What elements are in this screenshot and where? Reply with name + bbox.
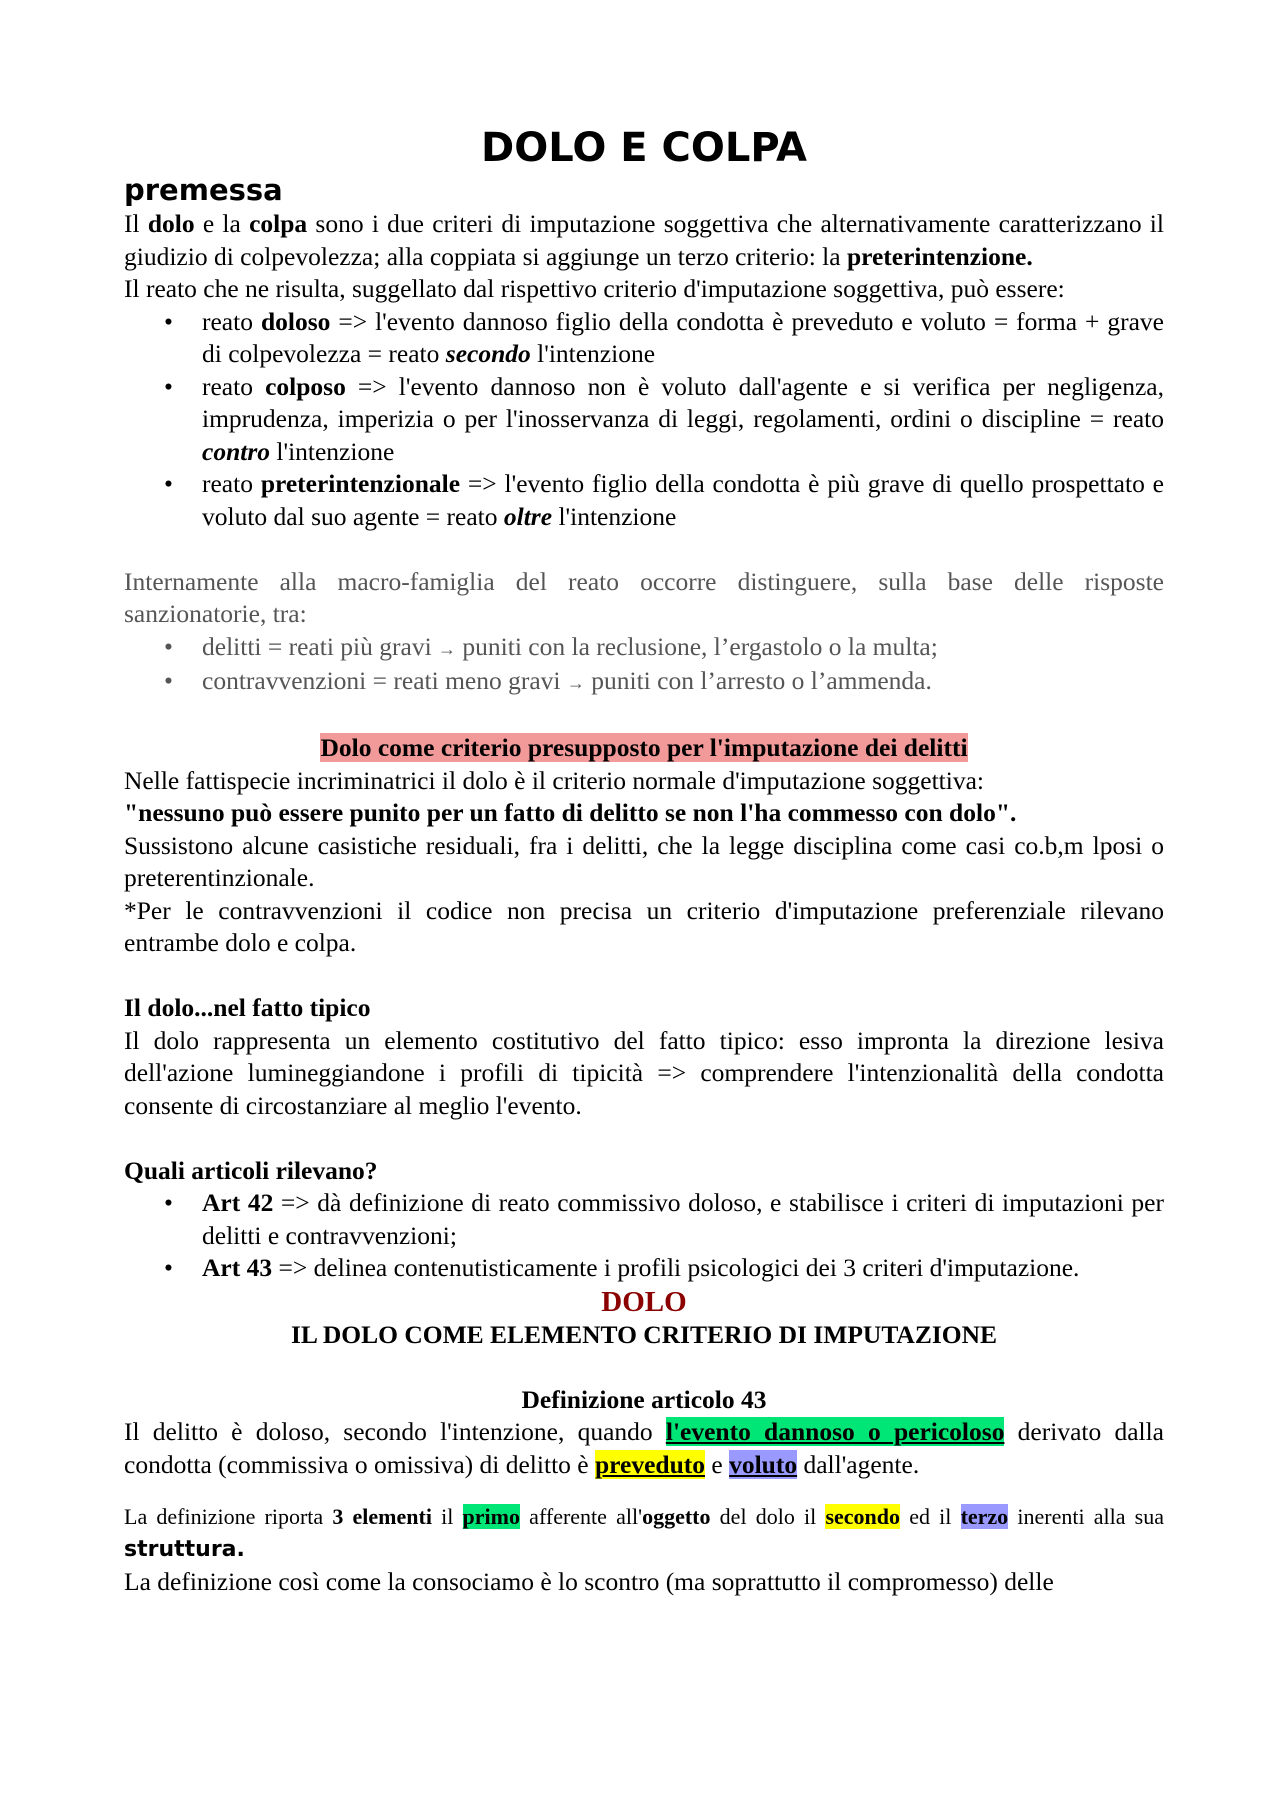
arrow-right-icon: → — [566, 673, 585, 693]
elem-text: afferente all' — [520, 1504, 643, 1529]
highlight-green: l'evento dannoso o pericoloso — [665, 1417, 1005, 1446]
reato-line: Il reato che ne risulta, suggellato dal rispettivo criterio d'imputazione soggettiva, può essere: — [124, 274, 1065, 303]
articoli-list — [124, 1187, 1164, 1285]
def-text: Il delitto è doloso, secondo l'intenzione, quando — [124, 1417, 666, 1446]
item-emphasis: contro — [202, 436, 271, 466]
list-item — [202, 371, 1164, 469]
spacer — [124, 533, 1164, 566]
list-item — [202, 631, 1164, 666]
heading-fatto-tipico — [124, 992, 1164, 1025]
heading-bold: Quali articoli rilevano? — [124, 1155, 378, 1185]
item-text: => delinea contenutisticamente i profili psicologici dei 3 criteri d'imputazione. — [272, 1253, 1080, 1282]
item-bold: doloso — [260, 306, 331, 336]
last-line: La definizione così come la consociamo è lo scontro (ma soprattutto il compromesso) delle — [124, 1567, 1054, 1596]
definition-heading — [124, 1384, 1164, 1417]
item-text: delitti = reati più gravi — [202, 631, 439, 661]
highlighted-heading: Dolo come criterio presupposto per l'imputazione dei delitti — [320, 733, 968, 762]
intro-bold: preterintenzione. — [846, 241, 1033, 271]
intro-text: e la — [194, 209, 250, 238]
item-text: reato — [202, 371, 266, 401]
elem-text: ed il — [900, 1504, 961, 1529]
fatto-tipico-paragraph: Il dolo rappresenta un elemento costitutivo del fatto tipico: esso impronta la direzione lesiva dell'azione lumineggiandone i profili di tipicità => comprendere l'intenzionalità della condotta consente di circostanziare al meglio l'evento. — [124, 1025, 1164, 1120]
list-item — [202, 1252, 1164, 1285]
item-text: => l'evento dannoso figlio della condotta è preveduto e voluto = forma + grave di colpevolezza = reato — [202, 306, 1164, 368]
highlight-blue: terzo — [960, 1504, 1009, 1529]
list-item — [202, 665, 1164, 700]
elem-text: La definizione riporta — [124, 1504, 333, 1529]
item-text: => l'evento figlio della condotta è più grave di quello prospettato e voluto dal suo agente = reato — [202, 469, 1164, 531]
item-text: puniti con la reclusione, l’ergastolo o la multa; — [456, 631, 938, 661]
intro-text: sono i due criteri di imputazione soggettiva che alternativamente caratterizzano il giudizio di colpevolezza; alla coppiata si aggiunge un terzo criterio: la — [124, 209, 1164, 271]
item-bold: colposo — [265, 371, 346, 401]
list-item — [202, 1187, 1164, 1252]
page-title: DOLO E COLPA — [481, 125, 807, 171]
list-item — [202, 306, 1164, 371]
internamente-paragraph: Internamente alla macro-famiglia del reato occorre distinguere, sulla base delle risposte sanzionatorie, tra: — [124, 566, 1164, 628]
item-text: l'intenzione — [552, 501, 677, 531]
highlight-blue: voluto — [729, 1449, 798, 1479]
item-bold: Art 42 — [202, 1188, 274, 1217]
item-text: contravvenzioni = reati meno gravi — [202, 666, 567, 695]
spacer — [124, 960, 1164, 993]
highlight-green: primo — [462, 1504, 520, 1529]
heading-bold: IL DOLO COME ELEMENTO CRITERIO DI IMPUTAZIONE — [290, 1319, 998, 1349]
elementi-paragraph — [124, 1501, 1164, 1566]
heading-articoli — [124, 1155, 1164, 1188]
elem-text: il — [431, 1504, 463, 1529]
item-text: puniti con l’arresto o l’ammenda. — [584, 666, 932, 695]
nessuno-quote — [124, 797, 1164, 830]
intro-paragraph — [124, 208, 1164, 273]
item-bold: preterintenzionale — [260, 469, 461, 498]
intro-bold: dolo — [147, 209, 195, 238]
nelle-paragraph: Nelle fattispecie incriminatrici il dolo è il criterio normale d'imputazione soggettiva: — [124, 765, 984, 795]
item-text: reato — [202, 306, 261, 336]
definition-paragraph — [124, 1416, 1164, 1481]
elem-text: del dolo il — [710, 1504, 826, 1529]
elem-bold: struttura. — [124, 1537, 245, 1562]
contravvenzioni-note: *Per le contravvenzioni il codice non precisa un criterio d'imputazione preferenziale rilevano entrambe dolo e colpa. — [124, 895, 1164, 957]
list-item — [202, 468, 1164, 533]
highlight-yellow: secondo — [825, 1504, 901, 1529]
item-text: => l'evento dannoso non è voluto dall'agente e si verifica per negligenza, imprudenza, imperizia o per l'inosservanza di leggi, regolamenti, ordini o discipline = reato — [202, 371, 1164, 433]
heading-bold: Il dolo...nel fatto tipico — [124, 993, 371, 1022]
elem-text: inerenti alla sua — [1008, 1504, 1165, 1529]
document-page — [124, 118, 1164, 1599]
heading-bold: Definizione articolo 43 — [521, 1384, 767, 1414]
reato-list — [124, 306, 1164, 534]
sanction-list — [124, 631, 1164, 700]
dolo-heading — [124, 1319, 1164, 1352]
intro-text: Il — [124, 209, 148, 238]
spacer — [124, 1481, 1164, 1501]
heading-dolo-criterio — [124, 732, 1164, 765]
spacer — [124, 1122, 1164, 1155]
item-text: => dà definizione di reato commissivo doloso, e stabilisce i criteri di imputazioni per delitti e contravvenzioni; — [202, 1188, 1164, 1250]
item-bold: Art 43 — [202, 1253, 273, 1282]
quote-bold: "nessuno può essere punito per un fatto di delitto se non l'ha commesso con dolo". — [124, 798, 1017, 827]
elem-bold: 3 elementi — [332, 1504, 432, 1529]
item-text: reato — [202, 469, 261, 498]
highlight-yellow: preveduto — [594, 1449, 705, 1479]
arrow-right-icon: → — [438, 638, 457, 659]
dolo-section-title: DOLO — [601, 1285, 687, 1318]
def-text: derivato dalla condotta (commissiva o omissiva) di delitto è — [124, 1417, 1164, 1479]
intro-bold: colpa — [249, 209, 308, 238]
item-emphasis: oltre — [503, 501, 553, 531]
spacer — [124, 700, 1164, 733]
def-text: e — [705, 1449, 730, 1479]
def-text: dall'agente. — [797, 1449, 920, 1479]
sussistono-paragraph: Sussistono alcune casistiche residuali, fra i delitti, che la legge disciplina come casi co.b,m lposi o preterentinzionale. — [124, 830, 1164, 892]
spacer — [124, 1351, 1164, 1384]
item-emphasis: secondo — [445, 339, 531, 368]
section-subtitle: premessa — [124, 173, 283, 207]
item-text: l'intenzione — [530, 339, 656, 368]
item-text: l'intenzione — [270, 436, 395, 466]
elem-bold: oggetto — [642, 1504, 711, 1529]
